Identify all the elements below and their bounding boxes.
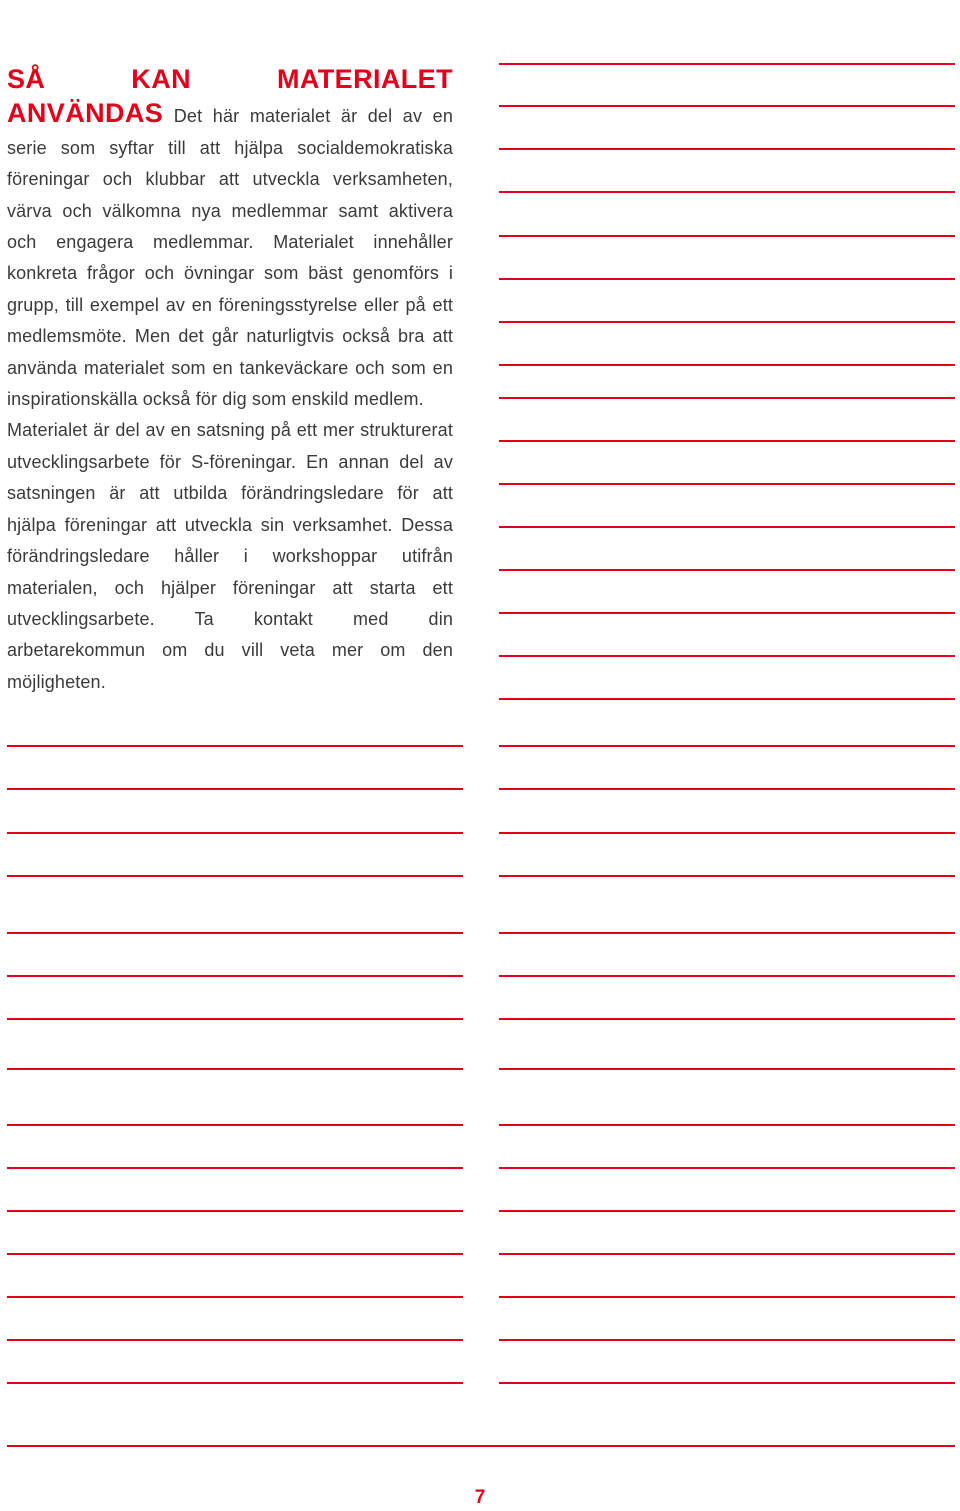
note-line-right-22[interactable] — [499, 975, 955, 977]
note-line-right-25[interactable] — [499, 1124, 955, 1126]
note-line-right-26[interactable] — [499, 1167, 955, 1169]
article-column — [7, 64, 453, 698]
note-line-left-3[interactable] — [7, 832, 463, 834]
intro-paragraph — [7, 64, 453, 415]
note-line-left-9[interactable] — [7, 1124, 463, 1126]
note-line-right-4[interactable] — [499, 191, 955, 193]
note-line-right-11[interactable] — [499, 483, 955, 485]
note-line-right-17[interactable] — [499, 745, 955, 747]
note-line-left-14[interactable] — [7, 1339, 463, 1341]
page-number: 7 — [474, 1487, 486, 1508]
note-line-right-2[interactable] — [499, 105, 955, 107]
paragraph-2: Materialet är del av en satsning på ett mer strukturerat utvecklingsarbete för S-föreningar. En annan del av satsningen är att utbilda förändringsledare för att hjälpa föreningar att utveckla sin verksamhet. Dessa förändringsledare håller i workshoppar utifrån materialen, och hjälper föreningar att starta ett utvecklingsarbete. Ta kontakt med din arbetarekommun om du vill veta mer om den möjligheten. — [7, 420, 453, 692]
note-line-left-10[interactable] — [7, 1167, 463, 1169]
note-line-left-15[interactable] — [7, 1382, 463, 1384]
note-line-left-5[interactable] — [7, 932, 463, 934]
note-line-right-16[interactable] — [499, 698, 955, 700]
note-line-left-13[interactable] — [7, 1296, 463, 1298]
note-line-right-14[interactable] — [499, 612, 955, 614]
note-line-right-30[interactable] — [499, 1339, 955, 1341]
note-line-left-12[interactable] — [7, 1253, 463, 1255]
note-line-left-4[interactable] — [7, 875, 463, 877]
note-line-bottom[interactable] — [7, 1445, 955, 1447]
note-line-right-18[interactable] — [499, 788, 955, 790]
note-line-right-7[interactable] — [499, 321, 955, 323]
note-line-right-27[interactable] — [499, 1210, 955, 1212]
note-line-right-13[interactable] — [499, 569, 955, 571]
note-line-right-3[interactable] — [499, 148, 955, 150]
note-line-left-6[interactable] — [7, 975, 463, 977]
note-line-right-1[interactable] — [499, 63, 955, 65]
note-line-right-20[interactable] — [499, 875, 955, 877]
note-line-right-15[interactable] — [499, 655, 955, 657]
paragraph-1: Det här materialet är del av en serie som syftar till att hjälpa socialdemokratiska föreningar och klubbar att utveckla verksamheten, värva och välkomna nya medlemmar samt aktivera och engagera medlemmar. Materialet innehåller konkreta frågor och övningar som bäst genomförs i grupp, till exempel av en föreningsstyrelse eller på ett medlemsmöte. Men det går naturligtvis också bra att använda materialet som en tankeväckare och som en inspirationskälla också för dig som enskild medlem. — [7, 106, 453, 410]
note-line-left-2[interactable] — [7, 788, 463, 790]
note-line-right-24[interactable] — [499, 1068, 955, 1070]
note-line-right-12[interactable] — [499, 526, 955, 528]
note-line-right-19[interactable] — [499, 832, 955, 834]
note-line-right-28[interactable] — [499, 1253, 955, 1255]
note-line-left-1[interactable] — [7, 745, 463, 747]
note-line-right-31[interactable] — [499, 1382, 955, 1384]
note-line-right-10[interactable] — [499, 440, 955, 442]
note-line-right-8[interactable] — [499, 364, 955, 366]
section-heading: SÅ KAN MATERIALET ANVÄNDAS — [7, 64, 453, 129]
note-line-right-23[interactable] — [499, 1018, 955, 1020]
note-line-right-21[interactable] — [499, 932, 955, 934]
note-line-left-11[interactable] — [7, 1210, 463, 1212]
note-line-left-8[interactable] — [7, 1068, 463, 1070]
note-line-right-5[interactable] — [499, 235, 955, 237]
note-line-left-7[interactable] — [7, 1018, 463, 1020]
note-line-right-29[interactable] — [499, 1296, 955, 1298]
note-line-right-9[interactable] — [499, 397, 955, 399]
note-line-right-6[interactable] — [499, 278, 955, 280]
